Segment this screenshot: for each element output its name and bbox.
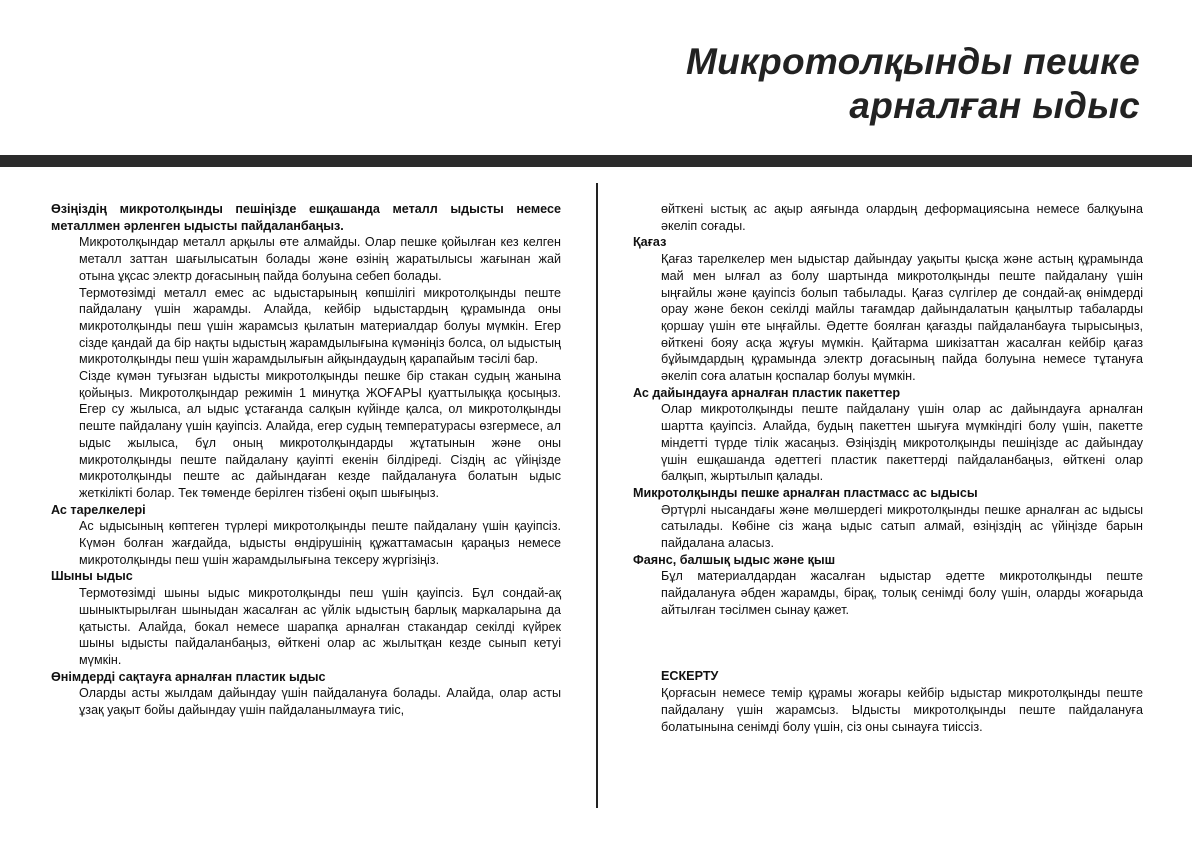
- paragraph-storage-continued: өйткені ыстық ас ақыр аяғында олардың деформациясына немесе балқуына әкеліп соғады.: [661, 202, 1143, 233]
- right-column: [633, 201, 1143, 735]
- heading-plates: Ас тарелкелері: [51, 502, 146, 517]
- intro-warning: Өзіңіздің микротолқынды пешіңізде ешқашанда металл ыдысты немесе металлмен әрленген ыдысты пайдаланбаңыз.: [51, 202, 561, 233]
- paragraph-metal: Микротолқындар металл арқылы өте алмайды. Олар пешке қойылған кез келген металл заттан шағылысатын болады және өзінің жаратылысы жағынан жай отына ұқсас электр доғасының пайда болуына себеп болады.: [79, 235, 561, 283]
- heading-plastic: Микротолқынды пешке арналған пластмасс ас ыдысы: [633, 485, 978, 500]
- page-title-line-2: арналған ыдыс: [849, 85, 1140, 126]
- warning-text: Қорғасын немесе темір құрамы жоғары кейбір ыдыстар микротолқынды пеште пайдалану үшін жарамсыз. Ыдысты микротолқынды пеште пайдалануға болатынына сенімді болу үшін, сіз оны сынауға тиіссіз.: [661, 686, 1143, 734]
- paragraph-plates: Ас ыдысының көптеген түрлері микротолқынды пеште пайдалану үшін қауіпсіз. Күмән болған жағдайда, ыдысты өндірушінің құжаттамасын қараңыз немесе микротолқынды пеш үшін жарамдылығына тексеру жүргізіңіз.: [79, 519, 561, 567]
- column-divider: [596, 183, 598, 808]
- paragraph-glass: Термотөзімді шыны ыдыс микротолқынды пеш үшін қауіпсіз. Бұл сондай-ақ шыныктырылған шыныдан жасалған ас үйлік ыдыстың барлық маркаларына да қатысты. Алайда, бокал немесе шарапқа арналған стакандар секілді күйрек шыны ыдысты пайдаланбаңыз, өйткені олар ас жылытқан кезде сынып кетуі мүмкін.: [79, 586, 561, 667]
- warning-box: [633, 668, 1143, 736]
- left-column: [51, 201, 561, 719]
- heading-glass: Шыны ыдыс: [51, 569, 133, 584]
- paragraph-test: Сізде күмән туғызған ыдысты микротолқынды пешке бір стакан судың жанына қойыңыз. Микротолқындар режимін 1 минутқа ЖОҒАРЫ қуаттылыққа қосыңыз. Егер су жылыса, ал ыдыс ұстағанда салқын күйінде қалса, ол микротолқынды пеште пайдалану үшін қауіпсіз. Алайда, егер судың температурасы өзгермесе, ал ыдыс жылыса, бұл оның микротолқындарды жұтатынын және оны микротолқынды пеште пайдалану қауіпті екенін білдіреді. Сіздің ас үйіңізде микротолқынды пеште ас дайындаған кезде пайдалануға болатын ыдыс жеткілікті болар. Тек төменде берілген тізбені оқып шығыңыз.: [79, 369, 561, 500]
- paragraph-nonmetal: Термотөзімді металл емес ас ыдыстарының көпшілігі микротолқынды пеште пайдалану үшін жарамды. Алайда, кейбір ыдыстардың құрамында оны микротолқынды пеш үшін жарамсыз қылатын материалдар болуы мүмкін. Егер сізде қандай да бір нақты ыдыстың жарамдылығына күмәніңіз болса, ол ыдыстың микротолқынды пеш үшін жарамдылығын айқындаудың қарапайым тәсілі бар.: [79, 285, 561, 367]
- header-band: [0, 155, 1192, 167]
- paragraph-plastic: Әртүрлі нысандағы және мөлшердегі микротолқынды пешке арналған ас ыдысы сатылады. Көбіне сіз жаңа ыдыс сатып алмай, өзіңіздің ас үйіңізде барын пайдалана аласыз.: [661, 502, 1143, 551]
- heading-storage: Өнімдерді сақтауға арналған пластик ыдыс: [51, 669, 326, 684]
- paragraph-storage: Оларды асты жылдам дайындау үшін пайдалануға болады. Алайда, олар асты ұзақ уақыт бойы дайындау үшін пайдаланылмауға тиіс,: [79, 686, 561, 718]
- warning-title: ЕСКЕРТУ: [661, 668, 719, 683]
- page-title: [686, 40, 1140, 128]
- heading-faience: Фаянс, балшық ыдыс және қыш: [633, 552, 836, 567]
- heading-bags: Ас дайындауға арналған пластик пакеттер: [633, 385, 901, 400]
- heading-paper: Қағаз: [633, 235, 667, 250]
- paragraph-paper: Қағаз тарелкелер мен ыдыстар дайындау уақыты қысқа және астың құрамында май мен ылғал аз болу шартында микротолқынды пеште пайдалану үшін ыңғайлы және қауіпсіз болып табылады. Қағаз сүлгілер де сондай-ақ өнімдерді орау және бекон секілді майлы тағамдар дайындалатын қаңылтыр табаларды қоршау үшін өте ыңғайлы. Әдетте боялған қағазды пайдаланбауға тырысыңыз, өйткені бояу асқа жұғуы мүмкін. Қайтарма шикізаттан жасалған кейбір қағаз бұйымдардың құрамында электр доғасының пайда болуына немесе тұтануға әкеліп соға алатын қоспалар болуы мүмкін.: [661, 252, 1143, 384]
- paragraph-faience: Бұл материалдардан жасалған ыдыстар әдетте микротолқынды пеште пайдалануға әбден жарамды, бірақ, толық сенімді болу үшін, оларды жоғарыда айтылған тәсілмен сынау қажет.: [661, 569, 1143, 617]
- paragraph-bags: Олар микротолқынды пеште пайдалану үшін олар ас дайындауға арналған шартта қауіпсіз. Алайда, будың пакеттен шығуға мүмкіндігі болу үшін, пакетте міндетті түрде тілік жасаңыз. Өзіңіздің микротолқынды пешіңізде ас дайындау үшін ешқашанда әдеттегі пластик пакеттерді пайдаланбаңыз, өйткені олар балқып, жыртылып қалады.: [661, 402, 1143, 484]
- page-title-line-1: Микротолқынды пешке: [686, 41, 1140, 82]
